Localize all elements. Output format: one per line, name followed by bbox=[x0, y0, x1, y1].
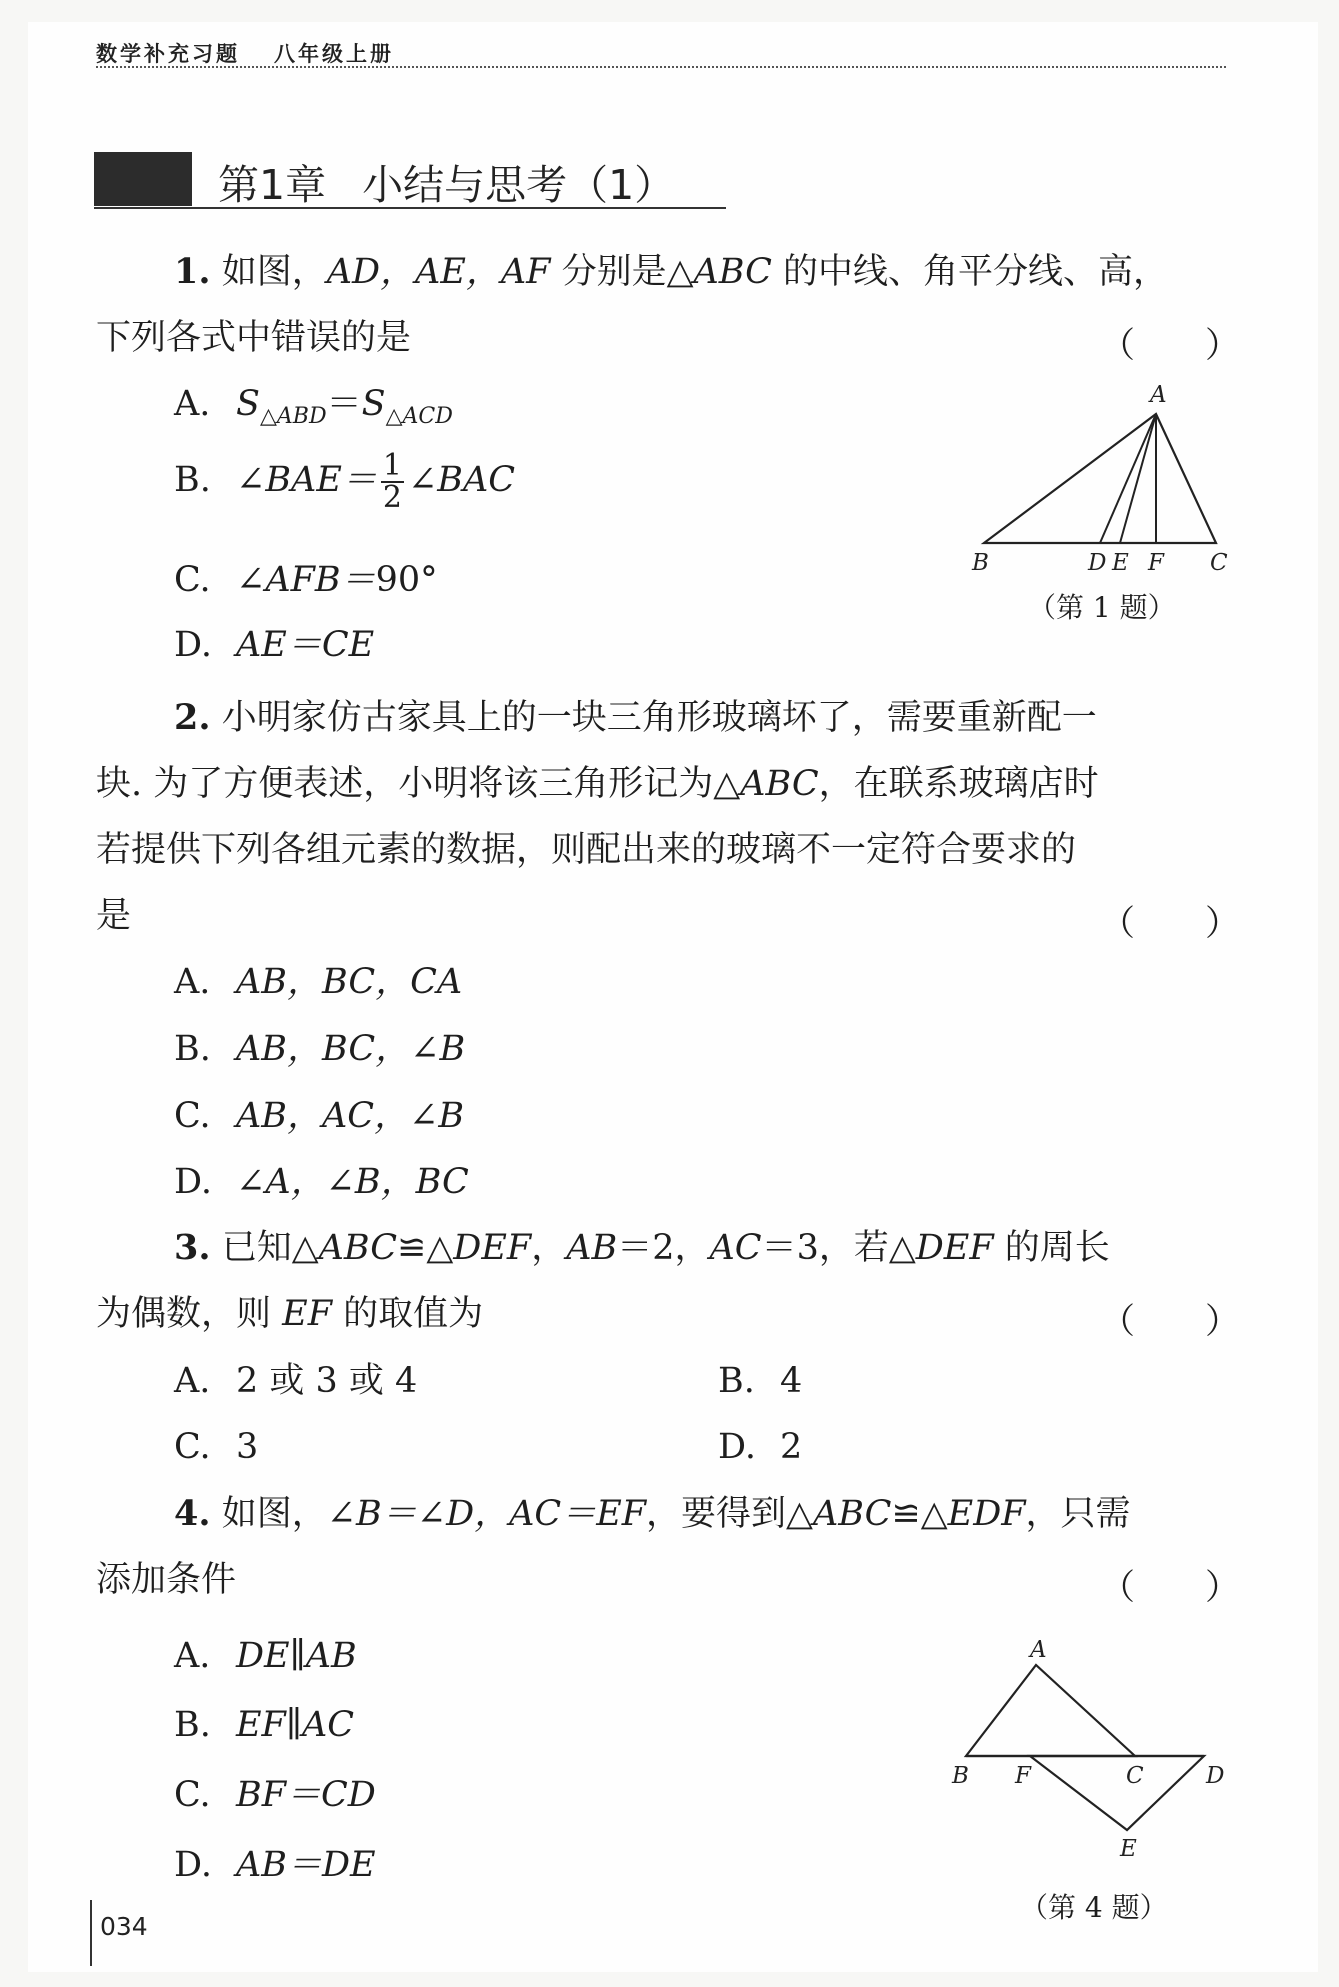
q4-text: ，只需 bbox=[1025, 1494, 1131, 1534]
q4-answer-blank: （ ） bbox=[1100, 1568, 1241, 1608]
option-label: D. bbox=[174, 625, 212, 665]
option-text: BF＝CD bbox=[236, 1775, 376, 1815]
option-text: 4 bbox=[780, 1361, 803, 1401]
q1-option-b bbox=[174, 444, 515, 516]
label-e: E bbox=[1112, 550, 1129, 576]
triangle-abc bbox=[966, 1665, 1135, 1756]
q3-text: 的取值为 bbox=[331, 1294, 484, 1334]
option-label: A. bbox=[174, 1361, 211, 1401]
chapter-subtitle: 小结与思考（1） bbox=[362, 161, 676, 209]
area-symbol: S bbox=[361, 384, 386, 424]
q2-text: 小明家仿古家具上的一块三角形玻璃坏了，需要重新配一 bbox=[221, 698, 1097, 738]
q1-line1 bbox=[174, 252, 1168, 292]
q3-text: ＝2， bbox=[617, 1228, 710, 1268]
label-b: B bbox=[972, 550, 989, 576]
q4-option-c bbox=[174, 1775, 376, 1815]
q1-figure-triangle bbox=[960, 378, 1240, 576]
q1-line2: 下列各式中错误的是 bbox=[96, 318, 412, 358]
q4-figure-triangles bbox=[930, 1630, 1250, 1860]
q3-line1 bbox=[174, 1228, 1110, 1268]
q2-line4: 是 bbox=[96, 896, 132, 936]
option-label: D. bbox=[174, 1162, 212, 1202]
running-header bbox=[96, 38, 428, 68]
triangle-abc bbox=[984, 414, 1216, 543]
q1-answer-blank: （ ） bbox=[1100, 326, 1241, 366]
area-subscript: △ACD bbox=[385, 404, 453, 429]
q4-triangle: ABC bbox=[812, 1494, 892, 1534]
q3-line2 bbox=[96, 1294, 483, 1334]
q2-text: 块. 为了方便表述，小明将该三角形记为△ bbox=[96, 764, 741, 804]
chapter-marker-block bbox=[94, 152, 192, 206]
angle-value: 90° bbox=[375, 560, 438, 600]
option-label: A. bbox=[174, 384, 211, 424]
median-ad bbox=[1100, 414, 1156, 543]
q3-option-c bbox=[174, 1427, 258, 1467]
q1-triangle: ABC bbox=[693, 252, 772, 292]
q1-text: 的中线、角平分线、高， bbox=[771, 252, 1169, 292]
q1-option-a bbox=[174, 384, 453, 437]
q3-segment: EF bbox=[282, 1294, 332, 1334]
option-text: AB，BC，CA bbox=[236, 962, 463, 1002]
fraction-one-half bbox=[381, 447, 404, 515]
q4-conditions: ∠B＝∠D，AC＝EF bbox=[326, 1494, 647, 1534]
q4-text: ，要得到△ bbox=[646, 1494, 813, 1534]
option-text: 2 或 3 或 4 bbox=[236, 1361, 418, 1401]
q3-text: 已知△ bbox=[221, 1228, 319, 1268]
option-label: B. bbox=[718, 1361, 755, 1401]
q1-segments: AD，AE，AF bbox=[326, 252, 551, 292]
option-text: ∠AFB＝ bbox=[236, 560, 376, 600]
q4-number: 4. bbox=[174, 1493, 211, 1534]
option-label: C. bbox=[174, 1427, 211, 1467]
q1-option-d bbox=[174, 625, 374, 665]
q3-triangle: DEF bbox=[453, 1228, 532, 1268]
label-f: F bbox=[1148, 550, 1164, 576]
chapter-title bbox=[218, 152, 675, 211]
label-d: D bbox=[1088, 550, 1107, 576]
q3-text: ， bbox=[531, 1228, 567, 1268]
option-text: AB＝DE bbox=[236, 1845, 376, 1885]
q4-triangle: EDF bbox=[947, 1494, 1026, 1534]
q3-triangle: DEF bbox=[915, 1228, 994, 1268]
fraction-denominator: 2 bbox=[382, 479, 402, 515]
area-symbol: S bbox=[236, 384, 260, 424]
option-text: ∠BAC bbox=[407, 460, 516, 500]
label-a: A bbox=[1030, 1637, 1047, 1663]
option-label: A. bbox=[174, 1636, 211, 1676]
q4-option-b bbox=[174, 1705, 354, 1745]
label-e: E bbox=[1120, 1836, 1137, 1862]
equals-sign: ＝ bbox=[326, 384, 362, 424]
q4-option-a bbox=[174, 1636, 357, 1676]
q1-text: 分别是△ bbox=[550, 252, 694, 292]
label-c: C bbox=[1126, 1763, 1144, 1789]
option-text: ∠BAE＝ bbox=[236, 460, 377, 500]
option-text: AE＝CE bbox=[236, 625, 375, 665]
q3-segment: AC bbox=[709, 1228, 762, 1268]
q4-line1 bbox=[174, 1494, 1131, 1534]
q2-line3: 若提供下列各组元素的数据，则配出来的玻璃不一定符合要求的 bbox=[96, 830, 1077, 870]
page-number: 034 bbox=[100, 1912, 148, 1941]
option-label: C. bbox=[174, 1775, 211, 1815]
option-text: ∠A，∠B，BC bbox=[236, 1162, 469, 1202]
q2-line1 bbox=[174, 698, 1097, 738]
option-label: C. bbox=[174, 1096, 211, 1136]
label-f: F bbox=[1015, 1763, 1031, 1789]
q3-answer-blank: （ ） bbox=[1100, 1302, 1241, 1342]
q1-option-c bbox=[174, 560, 438, 600]
q3-option-b bbox=[718, 1361, 802, 1401]
q3-text: ≌△ bbox=[397, 1228, 454, 1268]
option-label: D. bbox=[718, 1427, 756, 1467]
q1-number: 1. bbox=[174, 251, 211, 292]
book-title: 数学补充习题 bbox=[96, 42, 240, 66]
option-text: 2 bbox=[780, 1427, 803, 1467]
q4-option-d bbox=[174, 1845, 376, 1885]
q3-segment: AB bbox=[566, 1228, 618, 1268]
q3-option-d bbox=[718, 1427, 802, 1467]
option-label: B. bbox=[174, 1029, 211, 1069]
option-text: AB，AC，∠B bbox=[236, 1096, 465, 1136]
q2-text: ，在联系玻璃店时 bbox=[818, 764, 1099, 804]
option-label: C. bbox=[174, 560, 211, 600]
q3-text: 的周长 bbox=[993, 1228, 1110, 1268]
fraction-numerator: 1 bbox=[382, 447, 402, 483]
q1-figure-caption: （第 1 题） bbox=[1028, 591, 1176, 624]
option-text: AB，BC，∠B bbox=[236, 1029, 466, 1069]
option-label: B. bbox=[174, 460, 211, 500]
option-label: A. bbox=[174, 962, 211, 1002]
area-subscript: △ABD bbox=[259, 404, 327, 429]
q2-option-b bbox=[174, 1029, 465, 1069]
label-b: B bbox=[952, 1763, 969, 1789]
q3-option-a bbox=[174, 1361, 417, 1401]
q2-option-d bbox=[174, 1162, 469, 1202]
header-divider bbox=[96, 66, 1226, 68]
q4-figure-caption: （第 4 题） bbox=[1020, 1891, 1168, 1924]
q2-number: 2. bbox=[174, 697, 211, 738]
bisector-ae bbox=[1120, 414, 1156, 543]
q4-text: 如图， bbox=[221, 1494, 327, 1534]
q2-answer-blank: （ ） bbox=[1100, 904, 1241, 944]
option-text: DE∥AB bbox=[236, 1636, 357, 1676]
option-text: EF∥AC bbox=[236, 1705, 355, 1745]
chapter-number: 第1章 bbox=[218, 161, 327, 209]
chapter-underline bbox=[94, 207, 726, 209]
option-text: 3 bbox=[236, 1427, 259, 1467]
page-number-bar bbox=[90, 1900, 92, 1966]
q2-option-c bbox=[174, 1096, 464, 1136]
q4-text: ≌△ bbox=[891, 1494, 948, 1534]
option-label: D. bbox=[174, 1845, 212, 1885]
q3-number: 3. bbox=[174, 1227, 211, 1268]
option-label: B. bbox=[174, 1705, 211, 1745]
triangle-edf bbox=[1030, 1756, 1204, 1830]
grade-label: 八年级上册 bbox=[274, 42, 394, 66]
q3-triangle: ABC bbox=[318, 1228, 398, 1268]
q3-text: 为偶数，则 bbox=[96, 1294, 283, 1334]
q2-line2 bbox=[96, 764, 1099, 804]
label-a: A bbox=[1150, 382, 1167, 408]
label-c: C bbox=[1210, 550, 1228, 576]
q2-option-a bbox=[174, 962, 462, 1002]
q2-triangle: ABC bbox=[740, 764, 819, 804]
label-d: D bbox=[1206, 1763, 1225, 1789]
q4-line2: 添加条件 bbox=[96, 1560, 237, 1600]
q3-text: ＝3，若△ bbox=[761, 1228, 916, 1268]
q1-text: 如图， bbox=[221, 252, 327, 292]
